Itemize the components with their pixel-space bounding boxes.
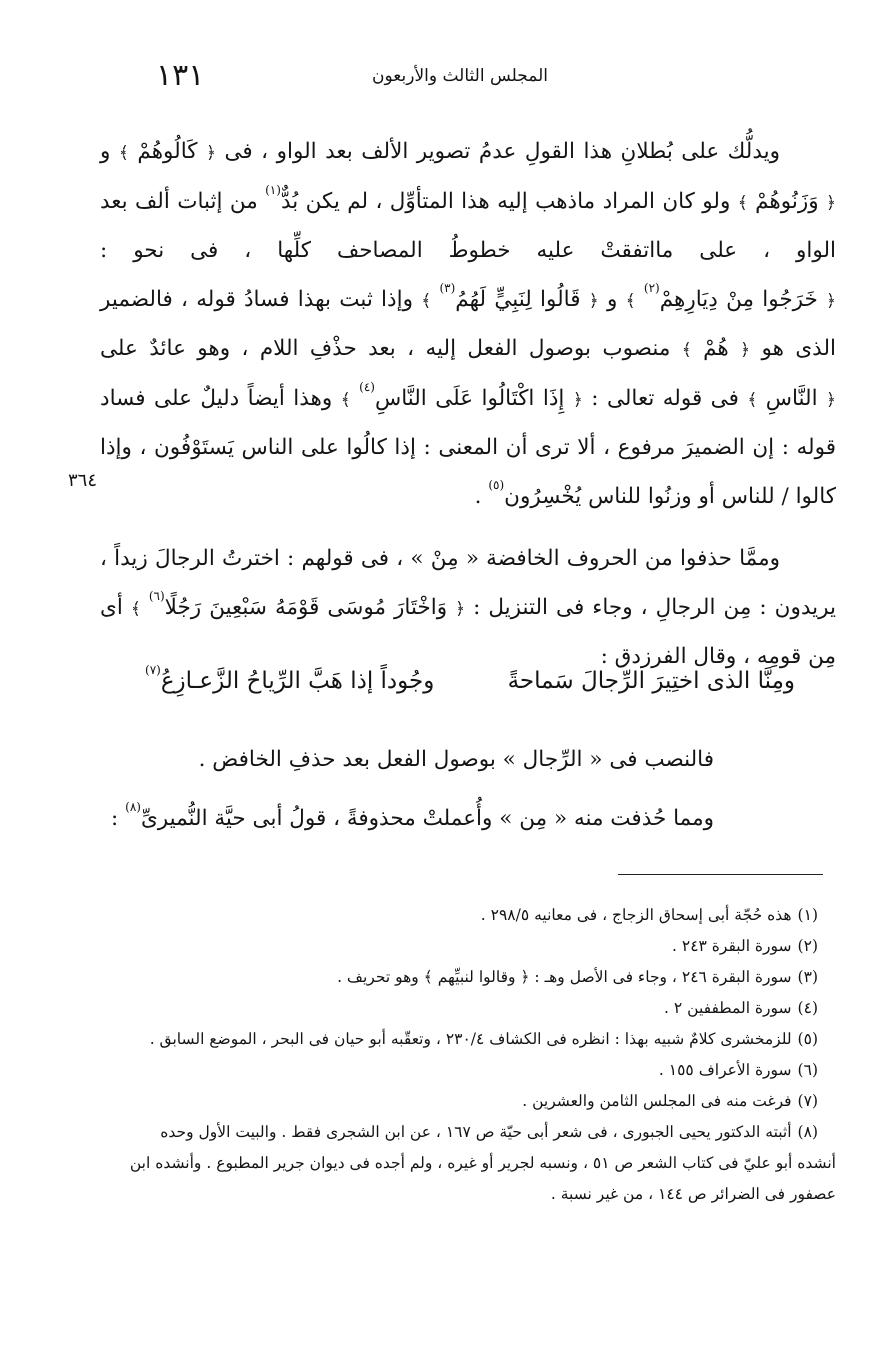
quran-quote: ﴿ إِذَا اكْتَالُوا عَلَى النَّاسِ$^{(٤)}$ ﴾ xyxy=(340,379,583,411)
footnote-marker: (٢) xyxy=(643,280,660,295)
footnote-marker: (٦) xyxy=(148,588,165,603)
quran-quote: ﴿ كَالُوهُمْ ﴾ xyxy=(118,139,216,164)
text-run: من إثبات ألف بعد الواو ، على مااتفقتْ عليه خطوطُ المصاحف كلِّها ، فى نحو : xyxy=(100,188,836,263)
footnote-marker: (٤) xyxy=(359,379,375,394)
verse-second-hemistich: وجُوداً إذا هَبَّ الرِّياحُ الزَّعـازِعُ$^{(٧)}$ xyxy=(145,663,435,694)
footnote: (٦)سورة الأعراف ١٥٥ . xyxy=(658,1061,818,1079)
footnote-marker: (١) xyxy=(265,182,281,197)
text-run: فى قوله تعالى : xyxy=(591,385,739,411)
paragraph-4: ومما حُذفت منه « مِن » وأُعملتْ محذوفةً ، قولُ أبى حيَّة النُّميرىِّ$^{(٨)}$ : xyxy=(111,800,714,831)
footnote: (٤)سورة المطففين ٢ . xyxy=(664,999,818,1017)
margin-reference: ٣٦٤ xyxy=(68,470,98,491)
footnote: (٢)سورة البقرة ٢٤٣ . xyxy=(672,937,818,955)
main-text xyxy=(100,128,836,682)
running-title: المجلس الثالث والأربعون xyxy=(372,66,548,86)
text-run: . xyxy=(474,483,482,509)
text-run: أى مِن قومِه ، وقال الفرزدق : xyxy=(100,594,836,669)
footnote: (٧)فرغت منه فى المجلس الثامن والعشرين . xyxy=(522,1092,818,1110)
text-run: وهذا أيضاً دليلٌ على فساد قوله : إن الضميرَ مرفوع ، ألا ترى أن المعنى : إذا كالُوا على الناس يَستَوْفُون ، وإذا كالوا / للناس أو وزنُوا للناس يُخْسِرُون xyxy=(100,385,836,509)
quran-quote: ﴿ النَّاسِ ﴾ xyxy=(747,385,836,411)
text-run: منصوب بوصول الفعل إليه ، بعد حذْفِ اللام ، وهو عائدٌ على xyxy=(100,336,671,361)
page-number: ١٣١ xyxy=(156,58,205,93)
footnote-marker: (٨) xyxy=(125,800,141,814)
footnote-marker: (٧) xyxy=(145,663,161,677)
quran-quote: ﴿ وَاخْتَارَ مُوسَى قَوْمَهُ سَبْعِينَ رَجُلًا$^{(٦)}$ ﴾ xyxy=(130,588,466,620)
text-run: ولو كان المراد ماذهب إليه هذا المتأوِّل ، لم يكن بُدٌّ xyxy=(280,188,731,214)
paragraph-3: فالنصب فى « الرِّجال » بوصول الفعل بعد حذفِ الخافض . xyxy=(198,747,714,772)
text-run: و xyxy=(100,139,111,164)
footnote-marker: (٣) xyxy=(439,280,456,295)
text-run: وإذا ثبت بهذا فسادُ قوله ، فالضمير الذى هو xyxy=(100,286,836,361)
verse-first-hemistich: ومِنَّا الذى اختِيرَ الرِّجالَ سَماحةً xyxy=(507,668,795,694)
footnote-marker: (٥) xyxy=(488,477,505,492)
text-run: وممَّا حذفوا من الحروف الخافضة « مِنْ » ، فى قولهم : اخترتُ الرجالَ زيداً ، يريدون : مِن الرجالِ ، وجاء فى التنزيل : xyxy=(100,546,836,620)
footnote: (٣)سورة البقرة ٢٤٦ ، وجاء فى الأصل وهـ : ﴿ وقالوا لنبيِّهم ﴾ وهو تحريف . xyxy=(337,968,818,986)
footnote: (٥)للزمخشرى كلامٌ شبيه بهذا : انظره فى الكشاف ٢٣٠/٤ ، وتعقّبه أبو حيان فى البحر ، الموضع السابق . xyxy=(149,1030,818,1048)
poetry-verse xyxy=(135,660,825,720)
footnote: (٨)أثبته الدكتور يحيى الجبورى ، فى شعر أبى حيّة ص ١٦٧ ، عن ابن الشجرى فقط . والبيت الأول وحده أنشده أبو عليّ فى كتاب الشعر ص ٥١ ، ونسبه لجرير أو غيره ، ولم أجده فى ديوان جرير المطبوع . وأنشده ابن عصفور فى الضرائر ص ١٤٤ ، من غير نسبة . xyxy=(129,1123,836,1203)
quran-quote: ﴿ خَرَجُوا مِنْ دِيَارِهِمْ$^{(٢)}$ ﴾ xyxy=(625,280,836,312)
quran-quote: ﴿ قَالُوا لِنَبِيٍّ لَهُمُ$^{(٣)}$ ﴾ xyxy=(421,280,599,312)
footnote: (١)هذه حُجّة أبى إسحاق الزجاج ، فى معانيه ٢٩٨/٥ . xyxy=(480,906,818,924)
page-header xyxy=(110,52,810,102)
paragraph-1 xyxy=(100,128,836,521)
footnote-separator xyxy=(618,874,823,875)
quran-quote: ﴿ وَزَنُوهُمْ ﴾ xyxy=(737,188,836,214)
text-run: و xyxy=(606,286,618,312)
footnotes xyxy=(122,900,836,1210)
text-run: ويدلُّك على بُطلانِ هذا القولِ عدمُ تصوير الألف بعد الواو ، فى xyxy=(224,139,780,164)
text-after-verse xyxy=(110,730,770,848)
quran-quote: ﴿ هُمْ ﴾ xyxy=(681,336,751,361)
